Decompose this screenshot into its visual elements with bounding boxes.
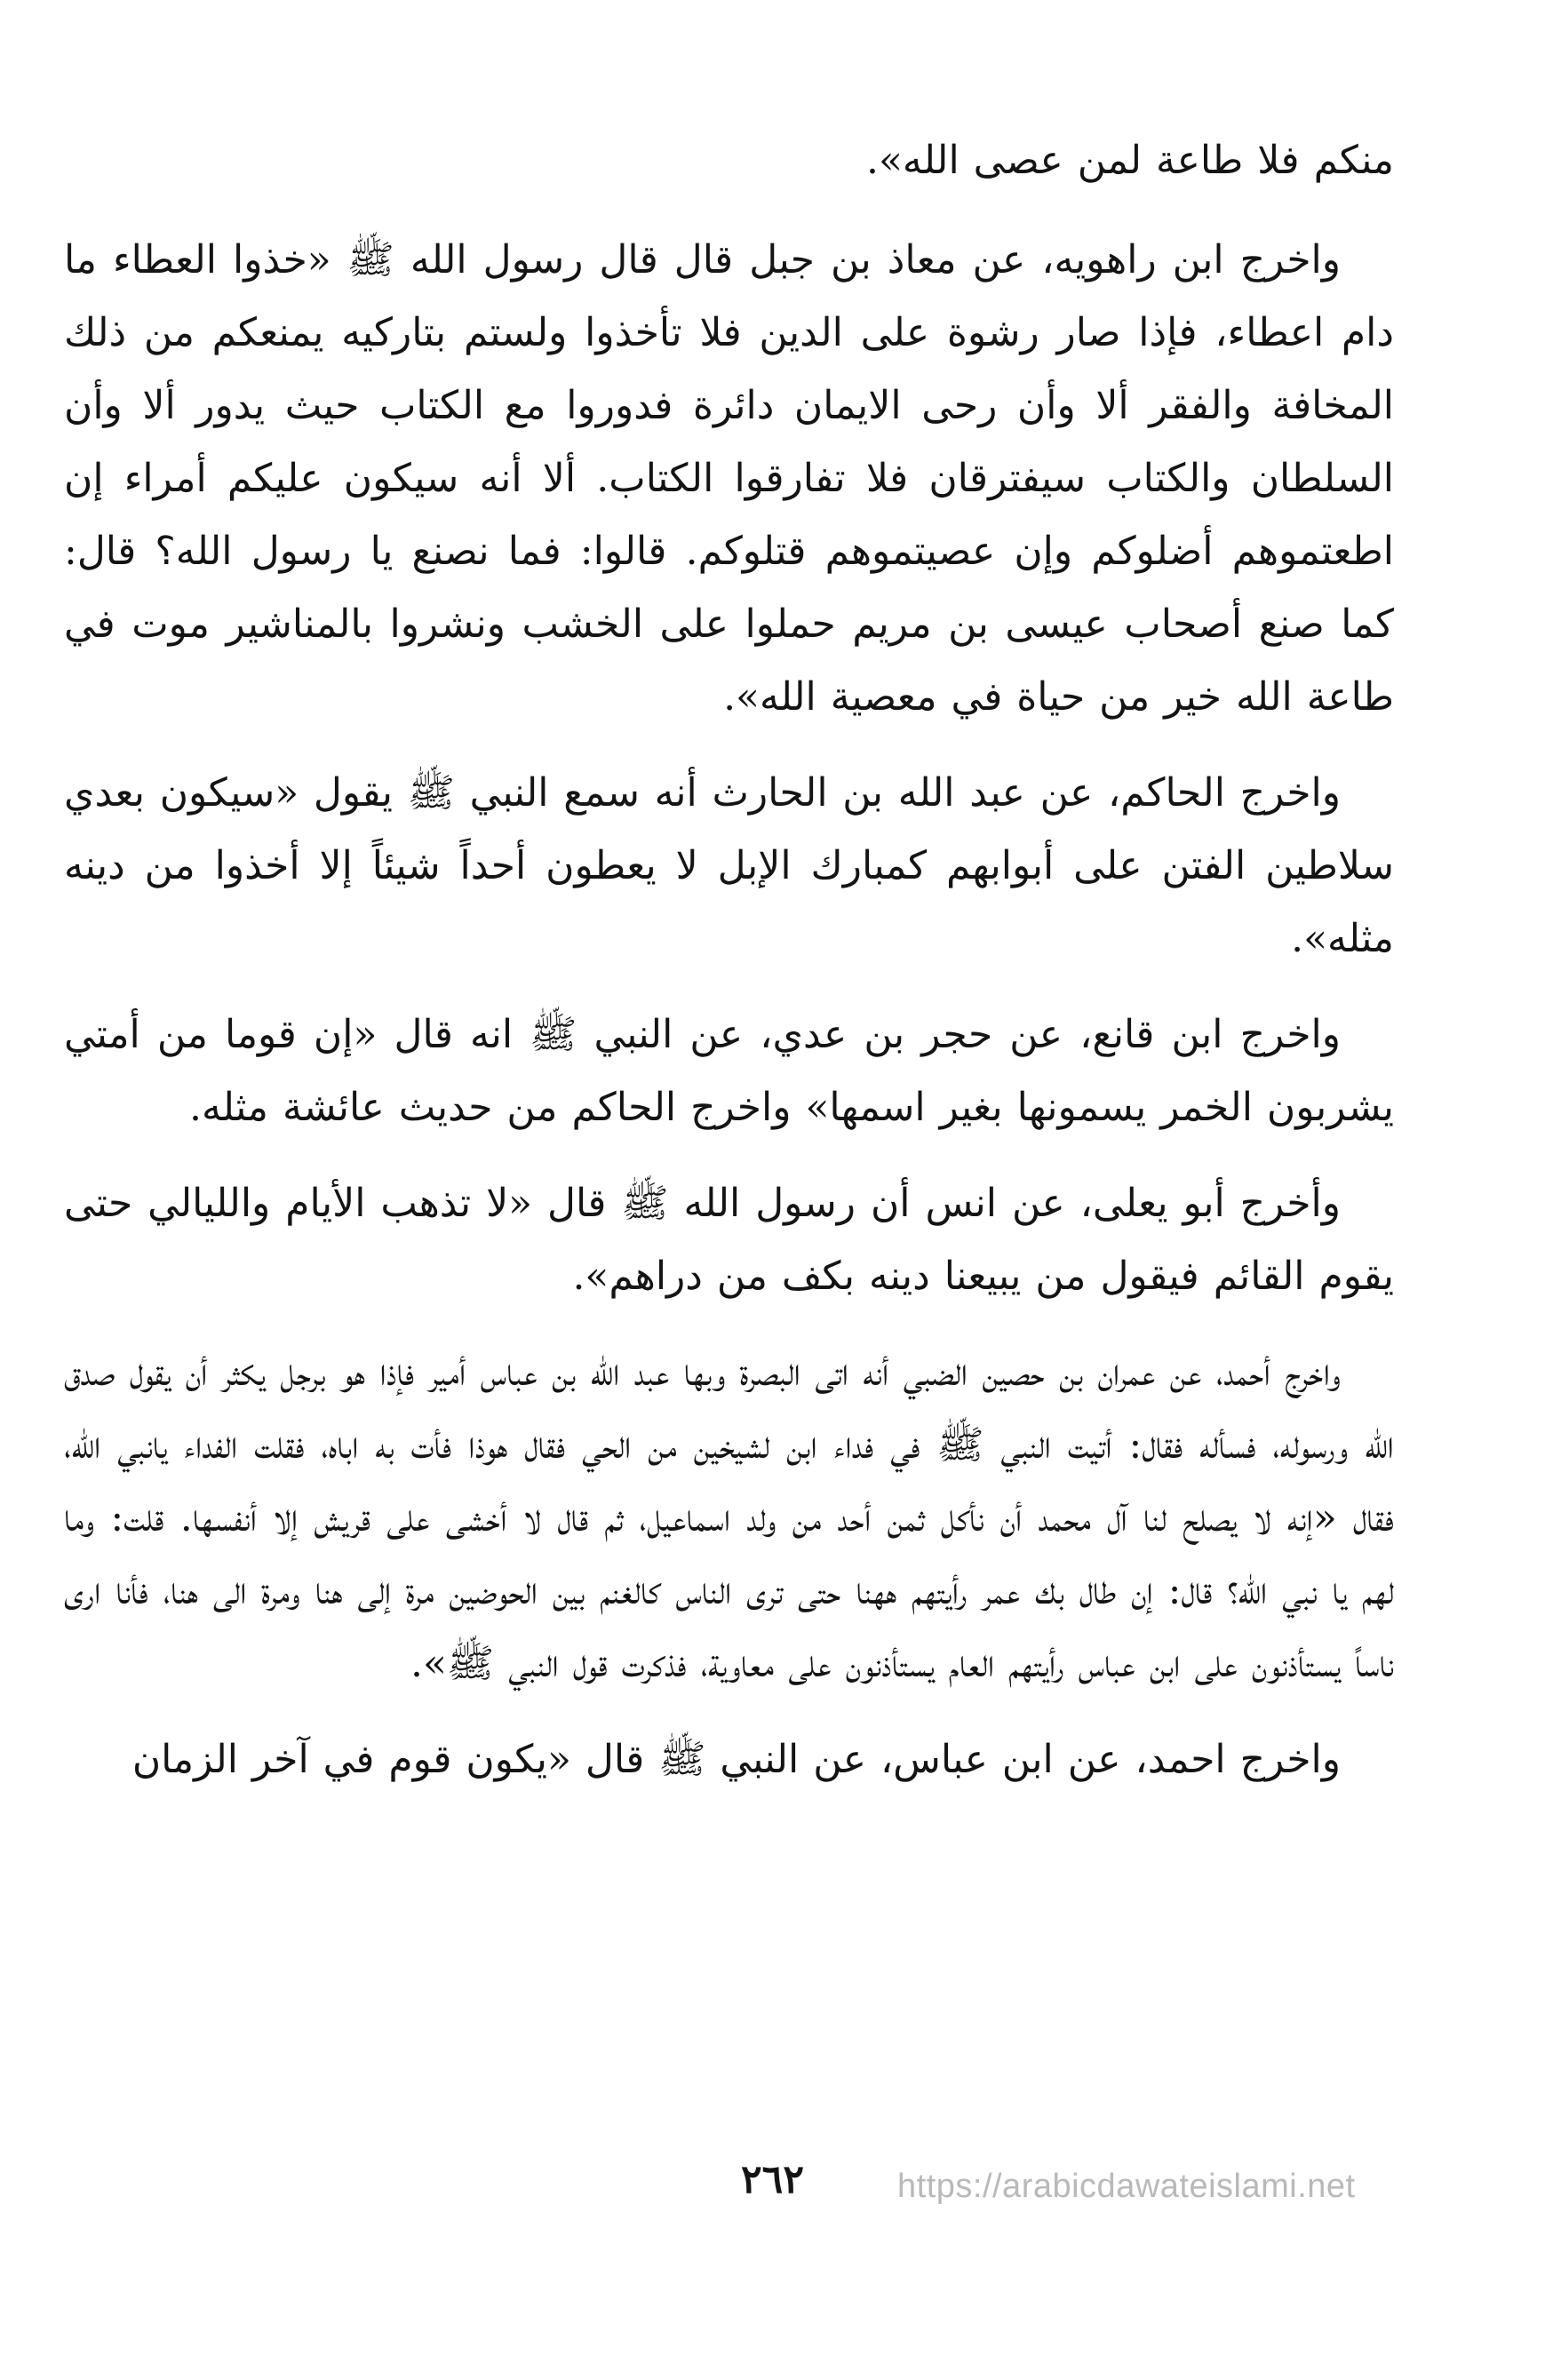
paragraph-ahmad-ibn-abbas: واخرج احمد، عن ابن عباس، عن النبي ﷺ قال «يكون قوم في آخر الزمان (131, 1737, 1341, 1782)
paragraph-abu-yala: وأخرج أبو يعلى، عن انس أن رسول الله ﷺ قال «لا تذهب الأيام والليالي حتى يقوم القائم فيقول من يبيعنا دينه بكف من دراهم». (64, 1181, 1394, 1299)
paragraph-al-hakim: واخرج الحاكم، عن عبد الله بن الحارث أنه سمع النبي ﷺ يقول «سيكون بعدي سلاطين الفتن على أبوابهم كمبارك الإبل لا يعطون أحداً شيئاً إلا أخذوا من دينه مثله». (64, 770, 1394, 961)
page-body (64, 124, 1394, 2167)
paragraph-ibn-rahawayh: واخرج ابن راهويه، عن معاذ بن جبل قال قال رسول الله ﷺ «خذوا العطاء ما دام اعطاء، فإذا صار رشوة على الدين فلا تأخذوا ولستم بتاركيه يمنعكم من ذلك المخافة والفقر ألا وأن رحى الايمان دائرة فدوروا مع الكتاب حيث يدور ألا وأن السلطان والكتاب سيفترقان فلا تفارقوا الكتاب. ألا أنه سيكون عليكم أمراء إن اطعتموهم أضلوكم وإن عصيتموهم قتلوكم. قالوا: فما نصنع يا رسول الله؟ قال: كما صنع أصحاب عيسى بن مريم حملوا على الخشب ونشروا بالمناشير موت في طاعة الله خير من حياة في معصية الله». (64, 237, 1394, 720)
watermark-url: https://arabicdawateislami.net (897, 2168, 1356, 2205)
paragraph-ibn-qani: واخرج ابن قانع، عن حجر بن عدي، عن النبي ﷺ انه قال «إن قوما من أمتي يشربون الخمر يسمونها بغير اسمها» واخرج الحاكم من حديث عائشة مثله. (64, 1012, 1394, 1130)
paragraph-ahmad-imran: واخرج أحمد، عن عمران بن حصين الضبي أنه اتى البصرة وبها عبد الله بن عباس أمير فإذا هو برجل يكثر أن يقول صدق الله ورسوله، فسأله فقال: أتيت النبي ﷺ في فداء ابن لشيخين من الحي فقال هوذا فأت به اباه، فقلت الفداء يانبي الله، فقال «إنه لا يصلح لنا آل محمد أن نأكل ثمن أحد من ولد اسماعيل، ثم قال لا أخشى على قريش إلا أنفسها. قلت: وما لهم يا نبي الله؟ قال: إن طال بك عمر رأيتهم ههنا حتى ترى الناس كالغنم بين الحوضين مرة إلى هنا ومرة الى هنا، فأنا ارى ناساً يستأذنون على ابن عباس رأيتهم العام يستأذنون على معاوية، فذكرت قول النبي ﷺ». (64, 1349, 1394, 1686)
paragraph-continuation: منكم فلا طاعة لمن عصى الله». (865, 138, 1394, 183)
page-number: ٢٦٢ (741, 2157, 804, 2202)
